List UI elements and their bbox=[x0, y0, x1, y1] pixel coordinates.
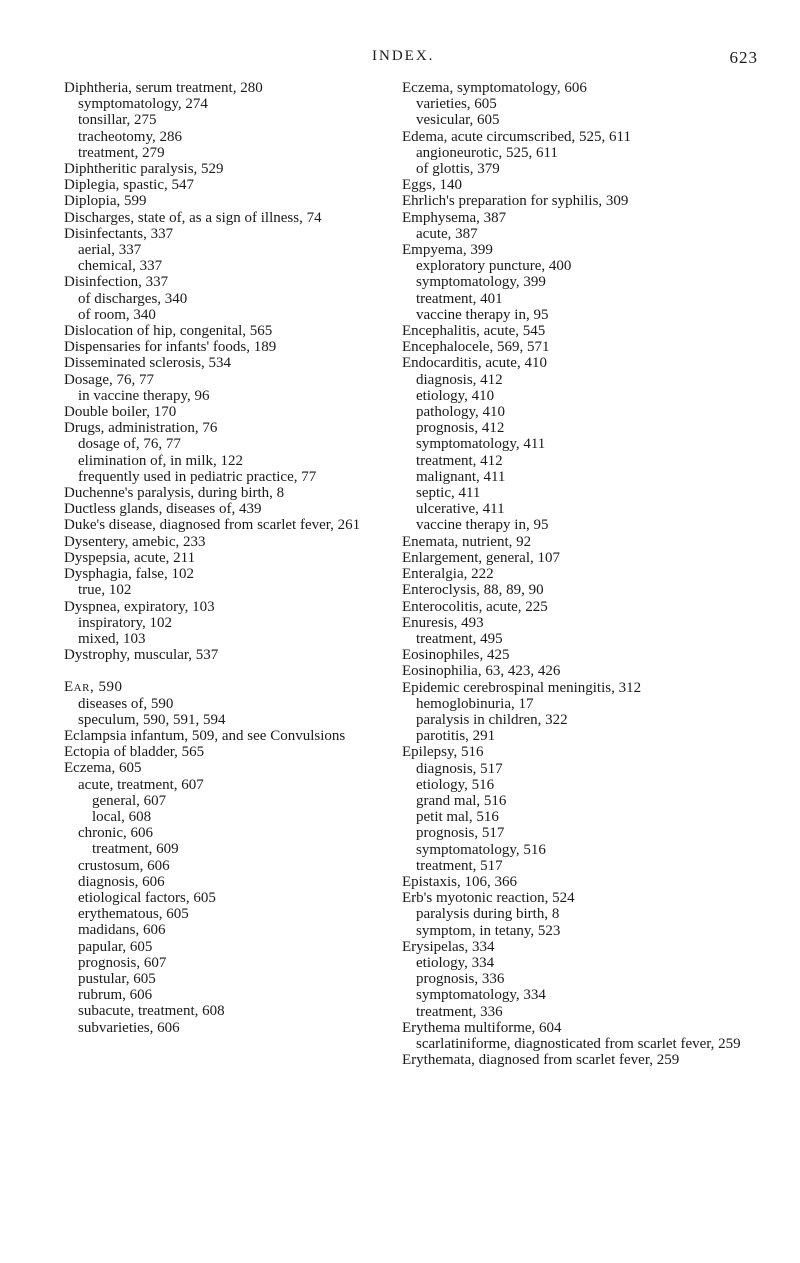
index-entry: Erb's myotonic reaction, 524 bbox=[402, 890, 575, 907]
index-subentry: crustosum, 606 bbox=[78, 857, 170, 874]
index-subentry: of discharges, 340 bbox=[78, 290, 188, 307]
index-entry: Eosinophilia, 63, 423, 426 bbox=[402, 663, 561, 680]
index-subentry: paralysis in children, 322 bbox=[416, 711, 568, 728]
index-entry: Epistaxis, 106, 366 bbox=[402, 873, 517, 890]
index-subentry: acute, treatment, 607 bbox=[78, 776, 204, 793]
index-entry: Drugs, administration, 76 bbox=[64, 420, 218, 437]
index-entry: Dyspnea, expiratory, 103 bbox=[64, 598, 215, 615]
index-subentry: treatment, 336 bbox=[416, 1003, 503, 1020]
index-subentry: local, 608 bbox=[92, 808, 152, 825]
index-subentry: scarlatiniforme, diagnosticated from scarlet fever, 259 bbox=[416, 1035, 741, 1052]
index-subentry: pustular, 605 bbox=[78, 970, 156, 987]
index-entry: Enterocolitis, acute, 225 bbox=[402, 598, 548, 615]
index-subentry: symptomatology, 274 bbox=[78, 96, 208, 113]
index-entry: Dislocation of hip, congenital, 565 bbox=[64, 323, 273, 340]
index-entry: Eggs, 140 bbox=[402, 177, 462, 194]
index-entry: Discharges, state of, as a sign of illness, 74 bbox=[64, 209, 322, 226]
index-entry: Emphysema, 387 bbox=[402, 209, 507, 226]
index-subentry: etiology, 334 bbox=[416, 954, 495, 971]
index-subentry: etiology, 516 bbox=[416, 776, 495, 793]
index-subentry: symptomatology, 399 bbox=[416, 274, 546, 291]
index-subentry: tracheotomy, 286 bbox=[78, 128, 182, 145]
index-entry: Erythema multiforme, 604 bbox=[402, 1019, 562, 1036]
index-subentry: treatment, 279 bbox=[78, 144, 165, 161]
index-subentry: prognosis, 517 bbox=[416, 825, 505, 842]
index-entry: Enlargement, general, 107 bbox=[402, 549, 560, 566]
index-column-right bbox=[402, 80, 744, 1068]
index-subentry: pathology, 410 bbox=[416, 404, 506, 421]
index-entry: Endocarditis, acute, 410 bbox=[402, 355, 547, 372]
index-entry: Epilepsy, 516 bbox=[402, 744, 484, 761]
index-subentry: treatment, 609 bbox=[92, 841, 179, 858]
index-subentry: treatment, 412 bbox=[416, 452, 503, 469]
index-entry: Diphtheritic paralysis, 529 bbox=[64, 161, 224, 178]
index-subentry: subvarieties, 606 bbox=[78, 1019, 180, 1036]
page-header bbox=[0, 48, 800, 72]
index-entry: Encephalitis, acute, 545 bbox=[402, 323, 546, 340]
index-subentry: tonsillar, 275 bbox=[78, 112, 157, 129]
index-subentry: in vaccine therapy, 96 bbox=[78, 387, 210, 404]
index-entry: Dystrophy, muscular, 537 bbox=[64, 647, 219, 664]
index-subentry: erythematous, 605 bbox=[78, 906, 189, 923]
index-subentry: prognosis, 607 bbox=[78, 954, 167, 971]
index-entry: Enteralgia, 222 bbox=[402, 566, 494, 583]
index-subentry: general, 607 bbox=[92, 792, 167, 809]
index-entry: Ear, 590 bbox=[64, 679, 123, 696]
index-subentry: elimination of, in milk, 122 bbox=[78, 452, 243, 469]
index-subentry: prognosis, 336 bbox=[416, 971, 505, 988]
index-subentry: symptom, in tetany, 523 bbox=[416, 922, 561, 939]
index-subentry: septic, 411 bbox=[416, 485, 481, 502]
index-entry: Diphtheria, serum treatment, 280 bbox=[64, 80, 263, 96]
index-subentry: treatment, 517 bbox=[416, 857, 503, 874]
index-entry: Disseminated sclerosis, 534 bbox=[64, 355, 232, 372]
index-subentry: dosage of, 76, 77 bbox=[78, 436, 181, 453]
index-entry: Encephalocele, 569, 571 bbox=[402, 339, 550, 356]
index-entry: Eczema, symptomatology, 606 bbox=[402, 80, 587, 96]
index-entry: Dysphagia, false, 102 bbox=[64, 566, 194, 583]
index-entry: Edema, acute circumscribed, 525, 611 bbox=[402, 128, 631, 145]
index-entry: Double boiler, 170 bbox=[64, 404, 177, 421]
index-entry: Enemata, nutrient, 92 bbox=[402, 533, 532, 550]
index-subentry: etiology, 410 bbox=[416, 387, 495, 404]
index-subentry: vaccine therapy in, 95 bbox=[416, 517, 549, 534]
index-subentry: of room, 340 bbox=[78, 306, 156, 323]
index-subentry: treatment, 495 bbox=[416, 630, 503, 647]
index-subentry: frequently used in pediatric practice, 77 bbox=[78, 468, 317, 485]
index-entry: Ductless glands, diseases of, 439 bbox=[64, 501, 262, 518]
index-subentry: mixed, 103 bbox=[78, 630, 146, 647]
page-number: 623 bbox=[729, 48, 758, 67]
index-entry: Empyema, 399 bbox=[402, 242, 493, 259]
index-subentry: paralysis during birth, 8 bbox=[416, 906, 560, 923]
index-entry: Dyspepsia, acute, 211 bbox=[64, 549, 196, 566]
index-subentry: diagnosis, 517 bbox=[416, 760, 503, 777]
index-entry: Dosage, 76, 77 bbox=[64, 371, 154, 388]
index-subentry: symptomatology, 516 bbox=[416, 841, 546, 858]
index-subentry: symptomatology, 411 bbox=[416, 436, 546, 453]
index-subentry: petit mal, 516 bbox=[416, 809, 499, 826]
index-entry: Ehrlich's preparation for syphilis, 309 bbox=[402, 193, 629, 210]
index-subentry: diagnosis, 412 bbox=[416, 371, 503, 388]
index-subentry: speculum, 590, 591, 594 bbox=[78, 711, 226, 728]
index-entry: Enuresis, 493 bbox=[402, 614, 484, 631]
index-subentry: diseases of, 590 bbox=[78, 695, 174, 712]
index-subentry: papular, 605 bbox=[78, 938, 153, 955]
index-subentry: acute, 387 bbox=[416, 225, 478, 242]
index-subentry: inspiratory, 102 bbox=[78, 614, 173, 631]
index-subentry: exploratory puncture, 400 bbox=[416, 258, 572, 275]
index-entry: Erysipelas, 334 bbox=[402, 938, 495, 955]
index-subentry: etiological factors, 605 bbox=[78, 889, 216, 906]
index-entry: Disinfectants, 337 bbox=[64, 225, 174, 242]
index-entry: Duchenne's paralysis, during birth, 8 bbox=[64, 485, 285, 502]
index-subentry: symptomatology, 334 bbox=[416, 987, 546, 1004]
index-entry: Dysentery, amebic, 233 bbox=[64, 533, 206, 550]
index-entry: Eclampsia infantum, 509, and see Convulsions bbox=[64, 727, 346, 744]
index-subentry: true, 102 bbox=[78, 582, 132, 599]
index-subentry: rubrum, 606 bbox=[78, 987, 153, 1004]
index-entry: Diplegia, spastic, 547 bbox=[64, 177, 194, 194]
index-subentry: aerial, 337 bbox=[78, 242, 142, 259]
index-subentry: subacute, treatment, 608 bbox=[78, 1003, 225, 1020]
index-subentry: diagnosis, 606 bbox=[78, 873, 165, 890]
index-subentry: prognosis, 412 bbox=[416, 420, 505, 437]
index-subentry: parotitis, 291 bbox=[416, 728, 496, 745]
index-subentry: varieties, 605 bbox=[416, 96, 497, 113]
index-entry: Epidemic cerebrospinal meningitis, 312 bbox=[402, 679, 642, 696]
index-entry: Enteroclysis, 88, 89, 90 bbox=[402, 582, 544, 599]
index-entry: Disinfection, 337 bbox=[64, 274, 169, 291]
index-entry: Erythemata, diagnosed from scarlet fever, 259 bbox=[402, 1052, 680, 1069]
index-entry: Eosinophiles, 425 bbox=[402, 647, 510, 664]
index-subentry: chemical, 337 bbox=[78, 258, 163, 275]
running-head: INDEX. bbox=[372, 48, 435, 64]
index-subentry: grand mal, 516 bbox=[416, 792, 507, 809]
index-subentry: chronic, 606 bbox=[78, 825, 153, 842]
index-subentry: of glottis, 379 bbox=[416, 161, 500, 178]
index-entry: Diplopia, 599 bbox=[64, 193, 147, 210]
index-subentry: vaccine therapy in, 95 bbox=[416, 306, 549, 323]
index-subentry: ulcerative, 411 bbox=[416, 501, 505, 518]
index-subentry: hemoglobinuria, 17 bbox=[416, 695, 534, 712]
index-entry: Duke's disease, diagnosed from scarlet fever, 261 bbox=[64, 517, 361, 534]
index-subentry: angioneurotic, 525, 611 bbox=[416, 144, 558, 161]
index-subentry: treatment, 401 bbox=[416, 290, 503, 307]
index-entry: Ectopia of bladder, 565 bbox=[64, 744, 205, 761]
index-subentry: vesicular, 605 bbox=[416, 112, 500, 129]
index-subentry: malignant, 411 bbox=[416, 468, 506, 485]
index-subentry: madidans, 606 bbox=[78, 922, 166, 939]
index-entry: Eczema, 605 bbox=[64, 760, 142, 777]
index-entry: Dispensaries for infants' foods, 189 bbox=[64, 339, 277, 356]
index-column-left bbox=[64, 80, 406, 1036]
